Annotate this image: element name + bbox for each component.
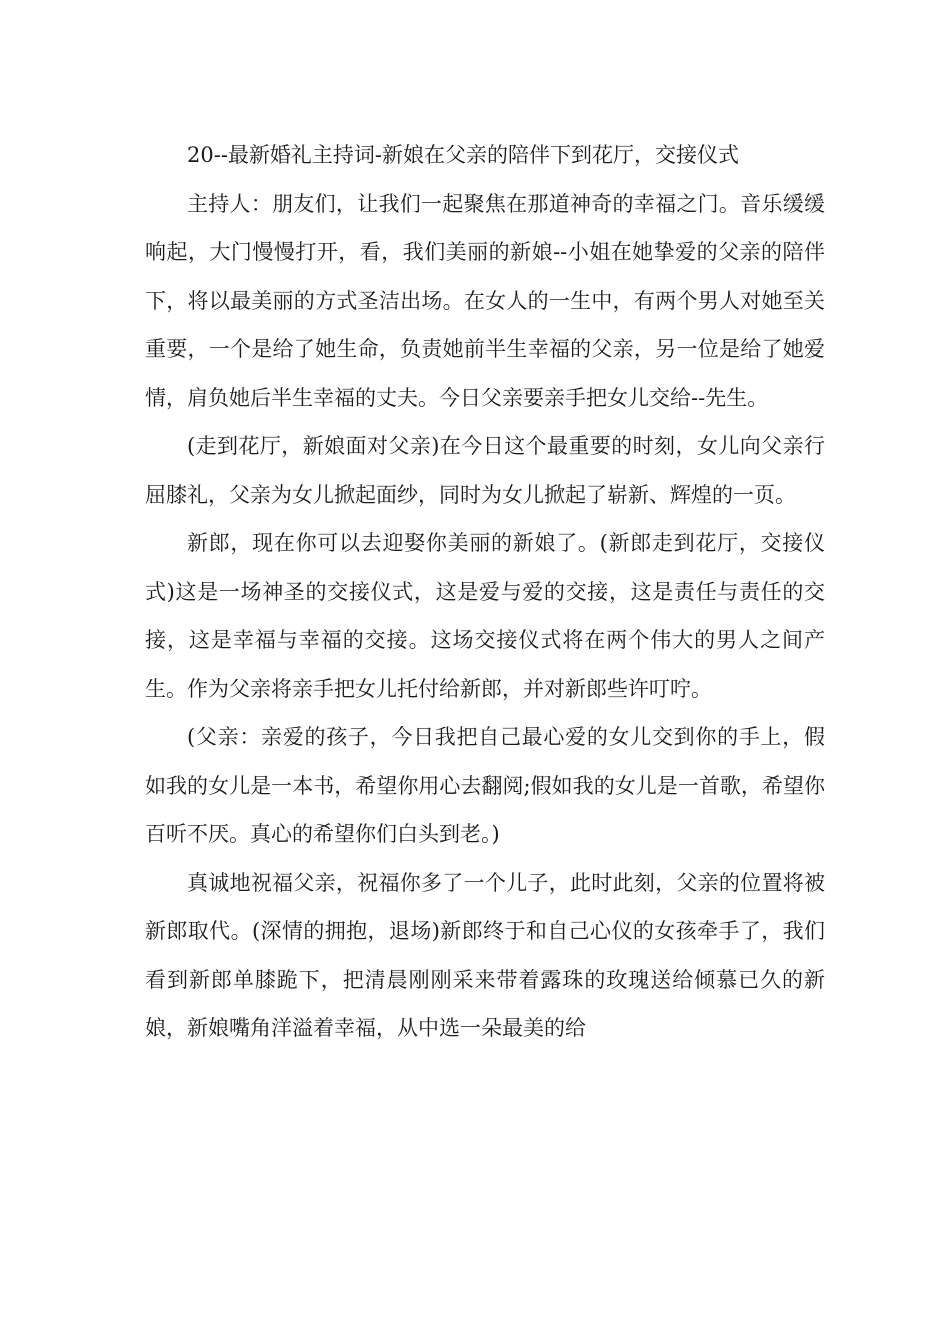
- paragraph-bride-father: (走到花厅，新娘面对父亲)在今日这个最重要的时刻，女儿向父亲行屈膝礼，父亲为女儿掀起面纱，同时为女儿掀起了崭新、辉煌的一页。: [145, 434, 825, 507]
- paragraph-father-words: (父亲：亲爱的孩子，今日我把自己最心爱的女儿交到你的手上，假如我的女儿是一本书，希望你用心去翻阅;假如我的女儿是一首歌，希望你百听不厌。真心的希望你们白头到老。): [145, 725, 825, 846]
- paragraph-blessing: 真诚地祝福父亲，祝福你多了一个儿子，此时此刻，父亲的位置将被新郎取代。(深情的拥抱，退场)新郎终于和自己心仪的女孩牵手了，我们看到新郎单膝跪下，把清晨刚刚采来带着露珠的玫瑰送给倾慕已久的新娘，新娘嘴角洋溢着幸福，从中选一朵最美的给: [145, 870, 825, 1040]
- document-title: 20--最新婚礼主持词-新娘在父亲的陪伴下到花厅，交接仪式: [187, 143, 740, 167]
- paragraph-groom-handover: 新郎，现在你可以去迎娶你美丽的新娘了。(新郎走到花厅，交接仪式)这是一场神圣的交接仪式，这是爱与爱的交接，这是责任与责任的交接，这是幸福与幸福的交接。这场交接仪式将在两个伟大的男人之间产生。作为父亲将亲手把女儿托付给新郎，并对新郎些许叮咛。: [145, 531, 825, 701]
- paragraph-host-intro: 主持人：朋友们，让我们一起聚焦在那道神奇的幸福之门。音乐缓缓响起，大门慢慢打开，看，我们美丽的新娘--小姐在她挚爱的父亲的陪伴下，将以最美丽的方式圣洁出场。在女人的一生中，有两个男人对她至关重要，一个是给了她生命，负责她前半生幸福的父亲，另一位是给了她爱情，肩负她后半生幸福的丈夫。今日父亲要亲手把女儿交给--先生。: [145, 191, 825, 410]
- document-body: [145, 131, 825, 1053]
